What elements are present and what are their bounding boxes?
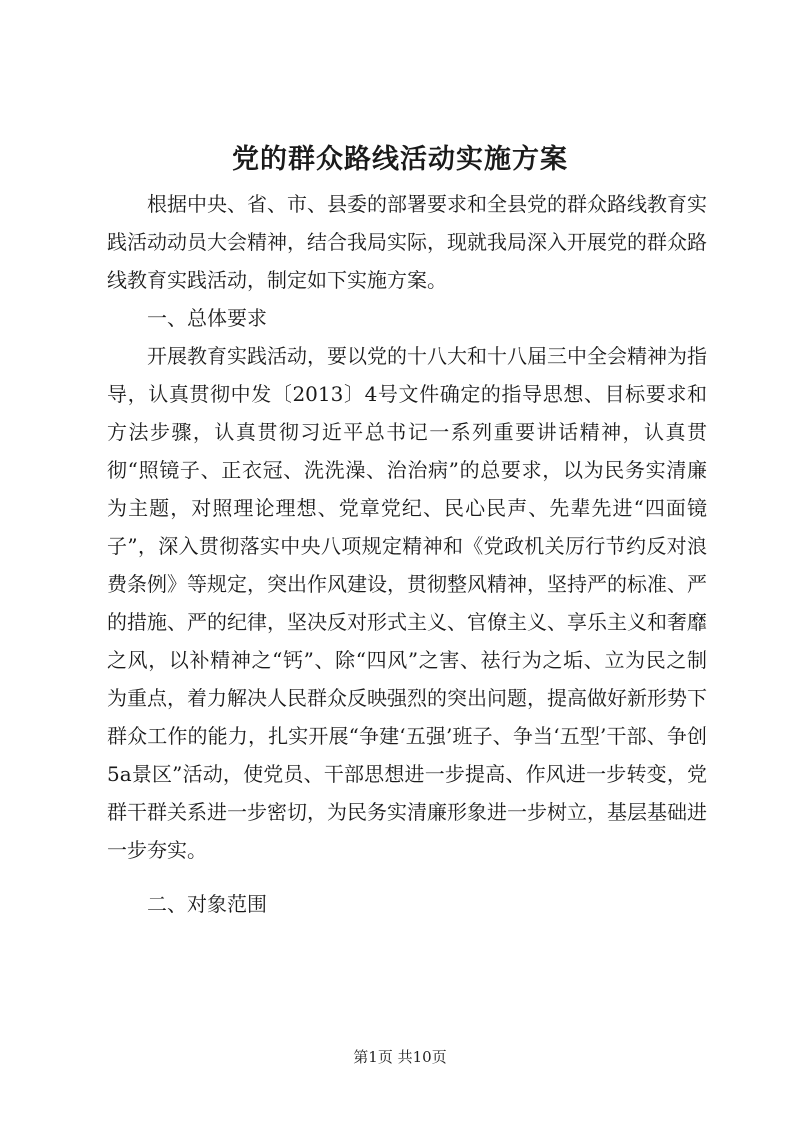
page-number-footer: 第1页 共10页 xyxy=(353,1048,447,1066)
section-heading-overall-requirements: 一、总体要求 xyxy=(147,306,267,330)
paragraph-spacer xyxy=(107,869,707,885)
section-heading-scope: 二、对象范围 xyxy=(147,892,267,916)
document-title: 党的群众路线活动实施方案 xyxy=(232,144,568,175)
section-paragraph-overall-requirements: 开展教育实践活动，要以党的十八大和十八届三中全会精神为指导，认真贯彻中发〔2013〕4号文件确定的指导思想、目标要求和方法步骤，认真贯彻习近平总书记一系列重要讲话精神，认真贯彻“照镜子、正衣冠、洗洗澡、治治病”的总要求，以为民务实清廉为主题，对照理论理想、党章党纪、民心民声、先辈先进“四面镜子”，深入贯彻落实中央八项规定精神和《党政机关厉行节约反对浪费条例》等规定，突出作风建设，贯彻整风精神，坚持严的标准、严的措施、严的纪律，坚决反对形式主义、官僚主义、享乐主义和奢靡之风，以补精神之“钙”、除“四风”之害、祛行为之垢、立为民之制为重点，着力解决人民群众反映强烈的突出问题，提高做好新形势下群众工作的能力，扎实开展“争建‘五强’班子、争当‘五型’干部、争创5a景区”活动，使党员、干部思想进一步提高、作风进一步转变，党群干群关系进一步密切，为民务实清廉形象进一步树立，基层基础进一步夯实。 xyxy=(107,344,707,862)
document-body xyxy=(107,185,707,923)
intro-paragraph: 根据中央、省、市、县委的部署要求和全县党的群众路线教育实践活动动员大会精神，结合我局实际，现就我局深入开展党的群众路线教育实践活动，制定如下实施方案。 xyxy=(107,192,707,292)
